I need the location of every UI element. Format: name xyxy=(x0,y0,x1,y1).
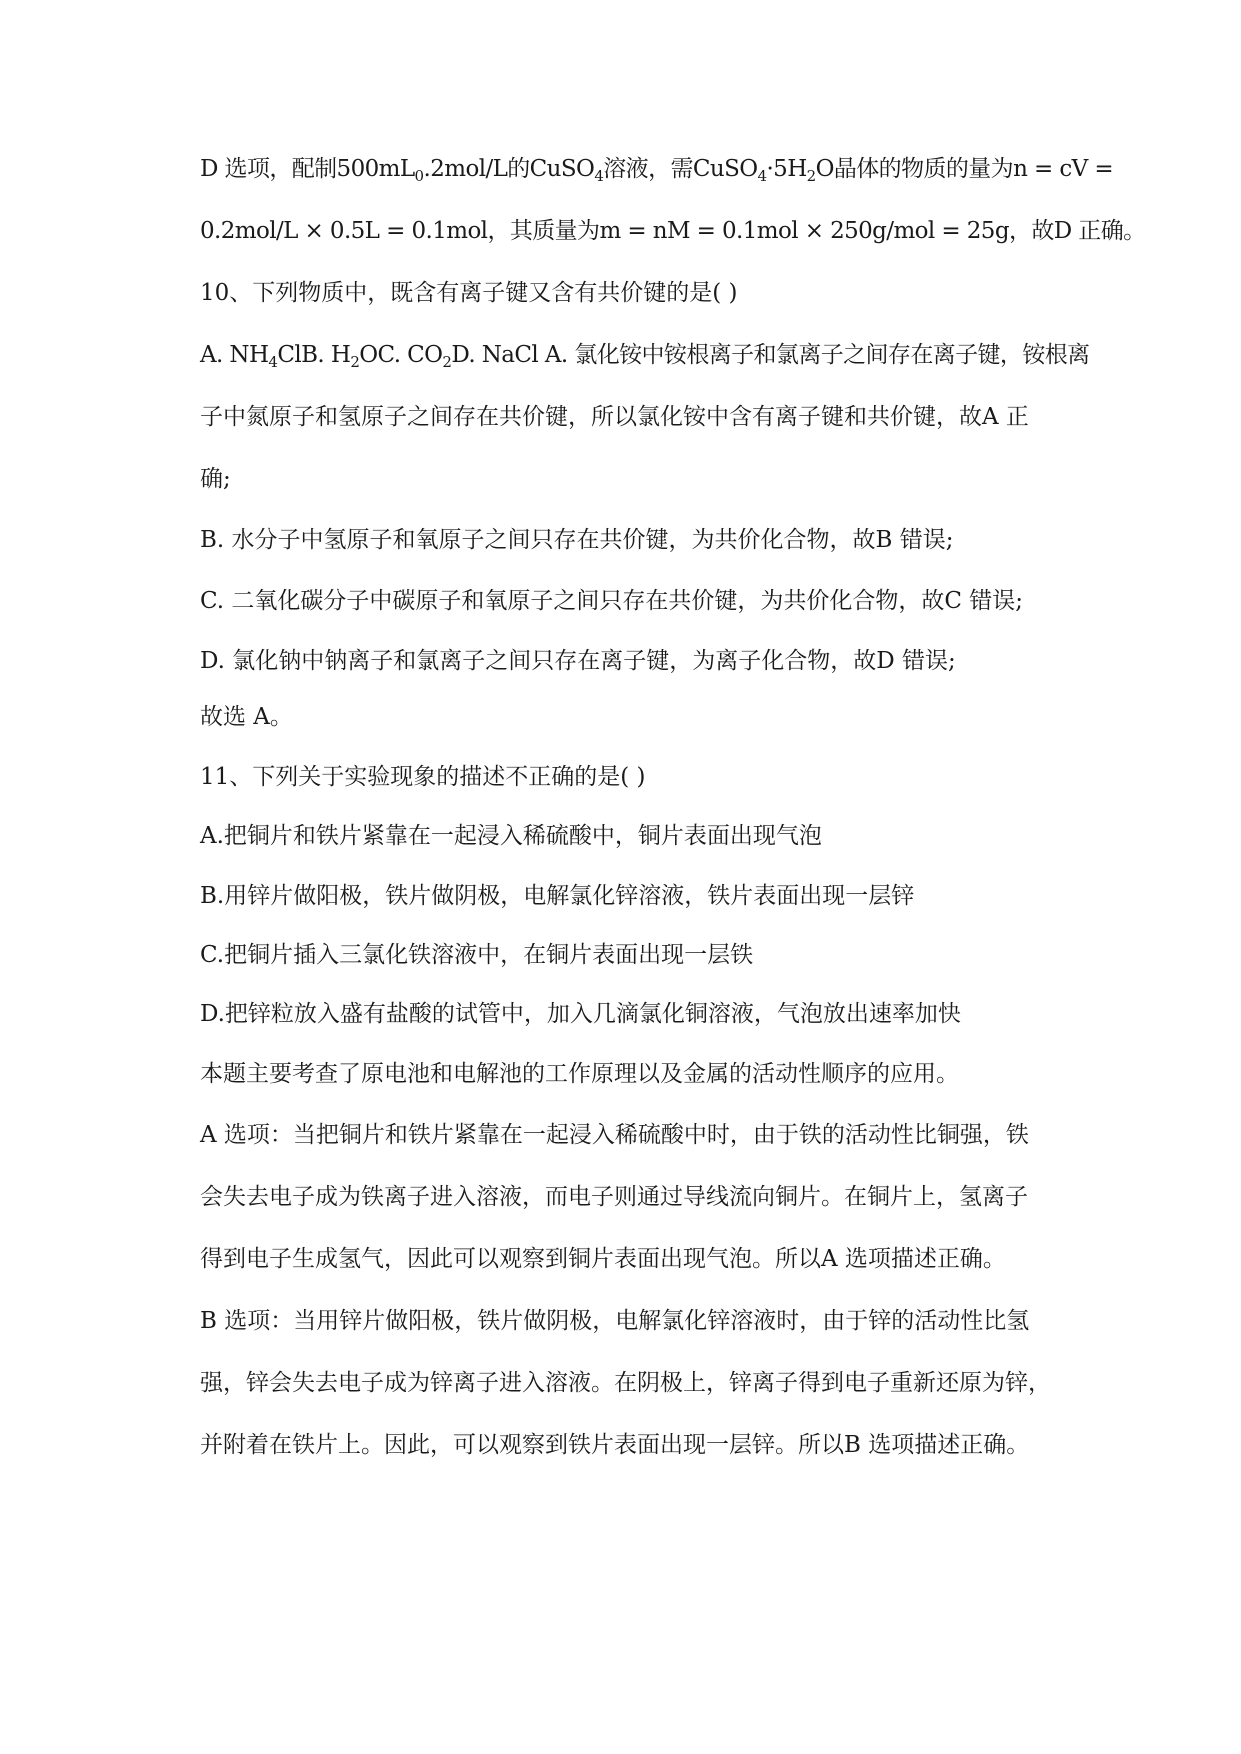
q11-analysis-b-line-3: 并附着在铁片上。因此，可以观察到铁片表面出现一层锌。所以B 选项描述正确。 xyxy=(200,1432,1030,1458)
q11-analysis-a-line-3: 得到电子生成氢气，因此可以观察到铜片表面出现气泡。所以A 选项描述正确。 xyxy=(200,1246,1006,1272)
subscript: 4 xyxy=(268,353,278,371)
text-run: 溶液，需CuSO xyxy=(603,156,758,182)
q10-analysis-a-line-3: 确; xyxy=(200,466,231,492)
subscript: 2 xyxy=(442,353,452,371)
q10-question: 10、下列物质中，既含有离子键又含有共价键的是( ) xyxy=(200,280,738,306)
q10-options-line xyxy=(200,339,1090,371)
q11-analysis-a-line-2: 会失去电子成为铁离子进入溶液，而电子则通过导线流向铜片。在铜片上，氢离子 xyxy=(200,1184,1028,1210)
q9-option-d-line-1 xyxy=(200,153,1114,185)
text-run: OC. CO xyxy=(359,342,443,368)
text-run: ClB. H xyxy=(277,342,351,368)
q10-analysis-b: B. 水分子中氢原子和氧原子之间只存在共价键，为共价化合物，故B 错误; xyxy=(200,527,954,553)
subscript: 0 xyxy=(414,167,424,185)
subscript: 2 xyxy=(350,353,360,371)
q11-option-b: B.用锌片做阳极，铁片做阴极，电解氯化锌溶液，铁片表面出现一层锌 xyxy=(200,883,915,909)
text-run: ·5H xyxy=(766,156,807,182)
subscript: 2 xyxy=(806,167,816,185)
q11-question: 11、下列关于实验现象的描述不正确的是( ) xyxy=(200,764,646,790)
q10-analysis-a-line-2: 子中氮原子和氢原子之间存在共价键，所以氯化铵中含有离子键和共价键，故A 正 xyxy=(200,404,1029,430)
q10-analysis-c: C. 二氧化碳分子中碳原子和氧原子之间只存在共价键，为共价化合物，故C 错误; xyxy=(200,588,1024,614)
text-run: D 选项，配制500mL xyxy=(200,156,415,182)
q9-option-d-line-2: 0.2mol/L × 0.5L = 0.1mol，其质量为m = nM = 0.1mol × 250g/mol = 25g，故D 正确。 xyxy=(200,218,1146,244)
q11-analysis-b-line-2: 强，锌会失去电子成为锌离子进入溶液。在阴极上，锌离子得到电子重新还原为锌， xyxy=(200,1370,1051,1396)
q10-analysis-d: D. 氯化钠中钠离子和氯离子之间只存在离子键，为离子化合物，故D 错误; xyxy=(200,648,956,674)
q11-analysis-a-line-1: A 选项：当把铜片和铁片紧靠在一起浸入稀硫酸中时，由于铁的活动性比铜强，铁 xyxy=(200,1122,1029,1148)
q10-answer: 故选 A。 xyxy=(200,704,293,730)
text-run: A. NH xyxy=(200,342,269,368)
q11-option-c: C.把铜片插入三氯化铁溶液中，在铜片表面出现一层铁 xyxy=(200,942,754,968)
text-run: .2mol/L的CuSO xyxy=(423,156,595,182)
text-run: O晶体的物质的量为n = cV = xyxy=(815,156,1114,182)
q11-intro: 本题主要考查了原电池和电解池的工作原理以及金属的活动性顺序的应用。 xyxy=(200,1061,959,1087)
subscript: 4 xyxy=(594,167,604,185)
q11-analysis-b-line-1: B 选项：当用锌片做阳极，铁片做阴极，电解氯化锌溶液时，由于锌的活动性比氢 xyxy=(200,1308,1030,1334)
subscript: 4 xyxy=(757,167,767,185)
text-run: D. NaCl A. 氯化铵中铵根离子和氯离子之间存在离子键，铵根离 xyxy=(451,342,1090,368)
q11-option-a: A.把铜片和铁片紧靠在一起浸入稀硫酸中，铜片表面出现气泡 xyxy=(200,823,822,849)
q11-option-d: D.把锌粒放入盛有盐酸的试管中，加入几滴氯化铜溶液，气泡放出速率加快 xyxy=(200,1001,961,1027)
